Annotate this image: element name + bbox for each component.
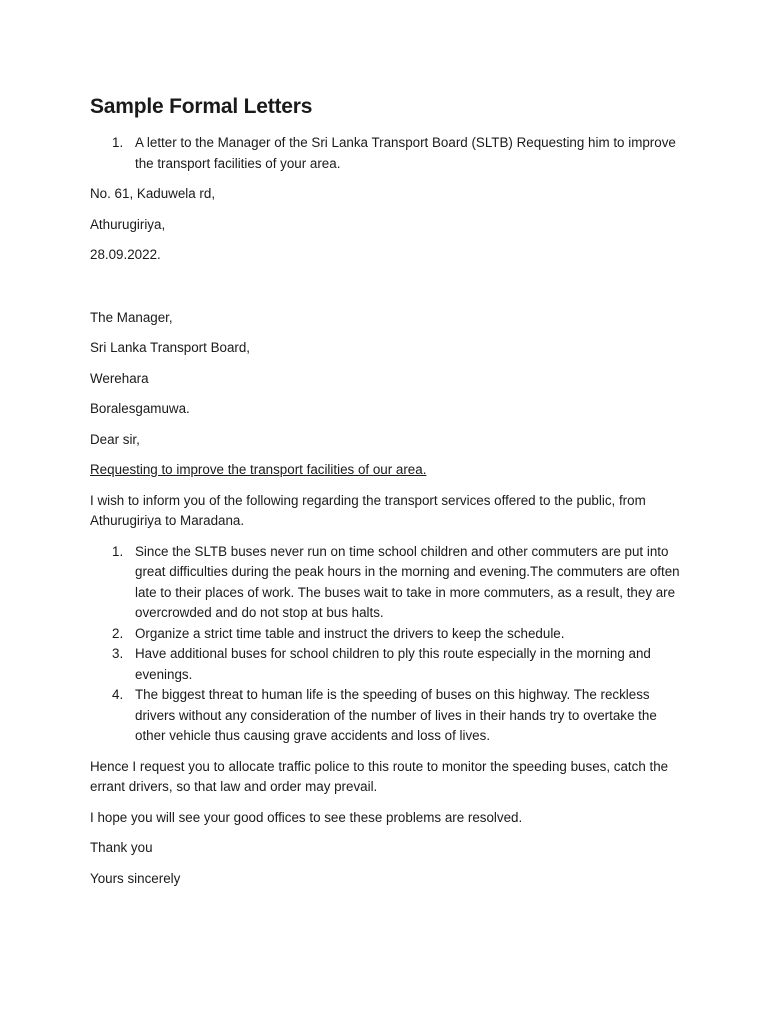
list-number: 4. xyxy=(112,687,124,702)
list-item xyxy=(90,624,690,645)
thanks-line: Thank you xyxy=(90,840,153,855)
list-item-text: Have additional buses for school children to ply this route especially in the morning and evenings. xyxy=(135,646,651,682)
list-item xyxy=(90,685,690,747)
intro-list xyxy=(90,133,690,174)
letter-date: 28.09.2022. xyxy=(90,247,161,262)
closing-line: Yours sincerely xyxy=(90,870,181,886)
list-item-text: Since the SLTB buses never run on time school children and other commuters are put into great difficulties during the peak hours in the morning and evening.The commuters are often late to their places of work. The buses wait to take in more commuters, as a result, they are overcrowded and do not stop at bus halts. xyxy=(135,543,680,620)
spacer xyxy=(90,276,690,308)
recipient-address-line: The Manager, xyxy=(90,309,173,325)
sender-address-line: Athurugiriya, xyxy=(90,216,166,232)
request-paragraph: Hence I request you to allocate traffic police to this route to monitor the speeding buses, catch the errant drivers, so that law and order may prevail. xyxy=(90,758,669,794)
points-list xyxy=(90,542,690,747)
letter-page xyxy=(90,93,690,899)
recipient-address-line: Sri Lanka Transport Board, xyxy=(90,340,251,355)
list-item xyxy=(90,542,690,624)
sender-address-line: No. 61, Kaduwela rd, xyxy=(90,186,216,201)
recipient-address-line: Werehara xyxy=(90,370,149,386)
list-item-text: The biggest threat to human life is the speeding of buses on this highway. The reckless drivers without any consideration of the number of lives in their hands try to overtake the other vehicle thus causing grave accidents and loss of lives. xyxy=(135,687,657,743)
salutation: Dear sir, xyxy=(90,431,140,447)
list-item-text: A letter to the Manager of the Sri Lanka Transport Board (SLTB) Requesting him to improve the transport facilities of your area. xyxy=(135,135,676,171)
subject-line: Requesting to improve the transport facilities of our area. xyxy=(90,462,427,477)
document-title: Sample Formal Letters xyxy=(90,95,313,118)
list-item xyxy=(90,644,690,685)
list-item xyxy=(90,133,690,174)
list-number: 2. xyxy=(112,625,124,641)
recipient-address-line: Boralesgamuwa. xyxy=(90,401,190,416)
opening-paragraph: I wish to inform you of the following regarding the transport services offered to the public, from Athurugiriya to Maradana. xyxy=(90,492,646,528)
list-number: 1. xyxy=(112,543,124,559)
list-number: 3. xyxy=(112,646,124,661)
list-number: 1. xyxy=(112,135,124,150)
list-item-text: Organize a strict time table and instruct the drivers to keep the schedule. xyxy=(135,625,565,641)
hope-paragraph: I hope you will see your good offices to see these problems are resolved. xyxy=(90,809,523,825)
